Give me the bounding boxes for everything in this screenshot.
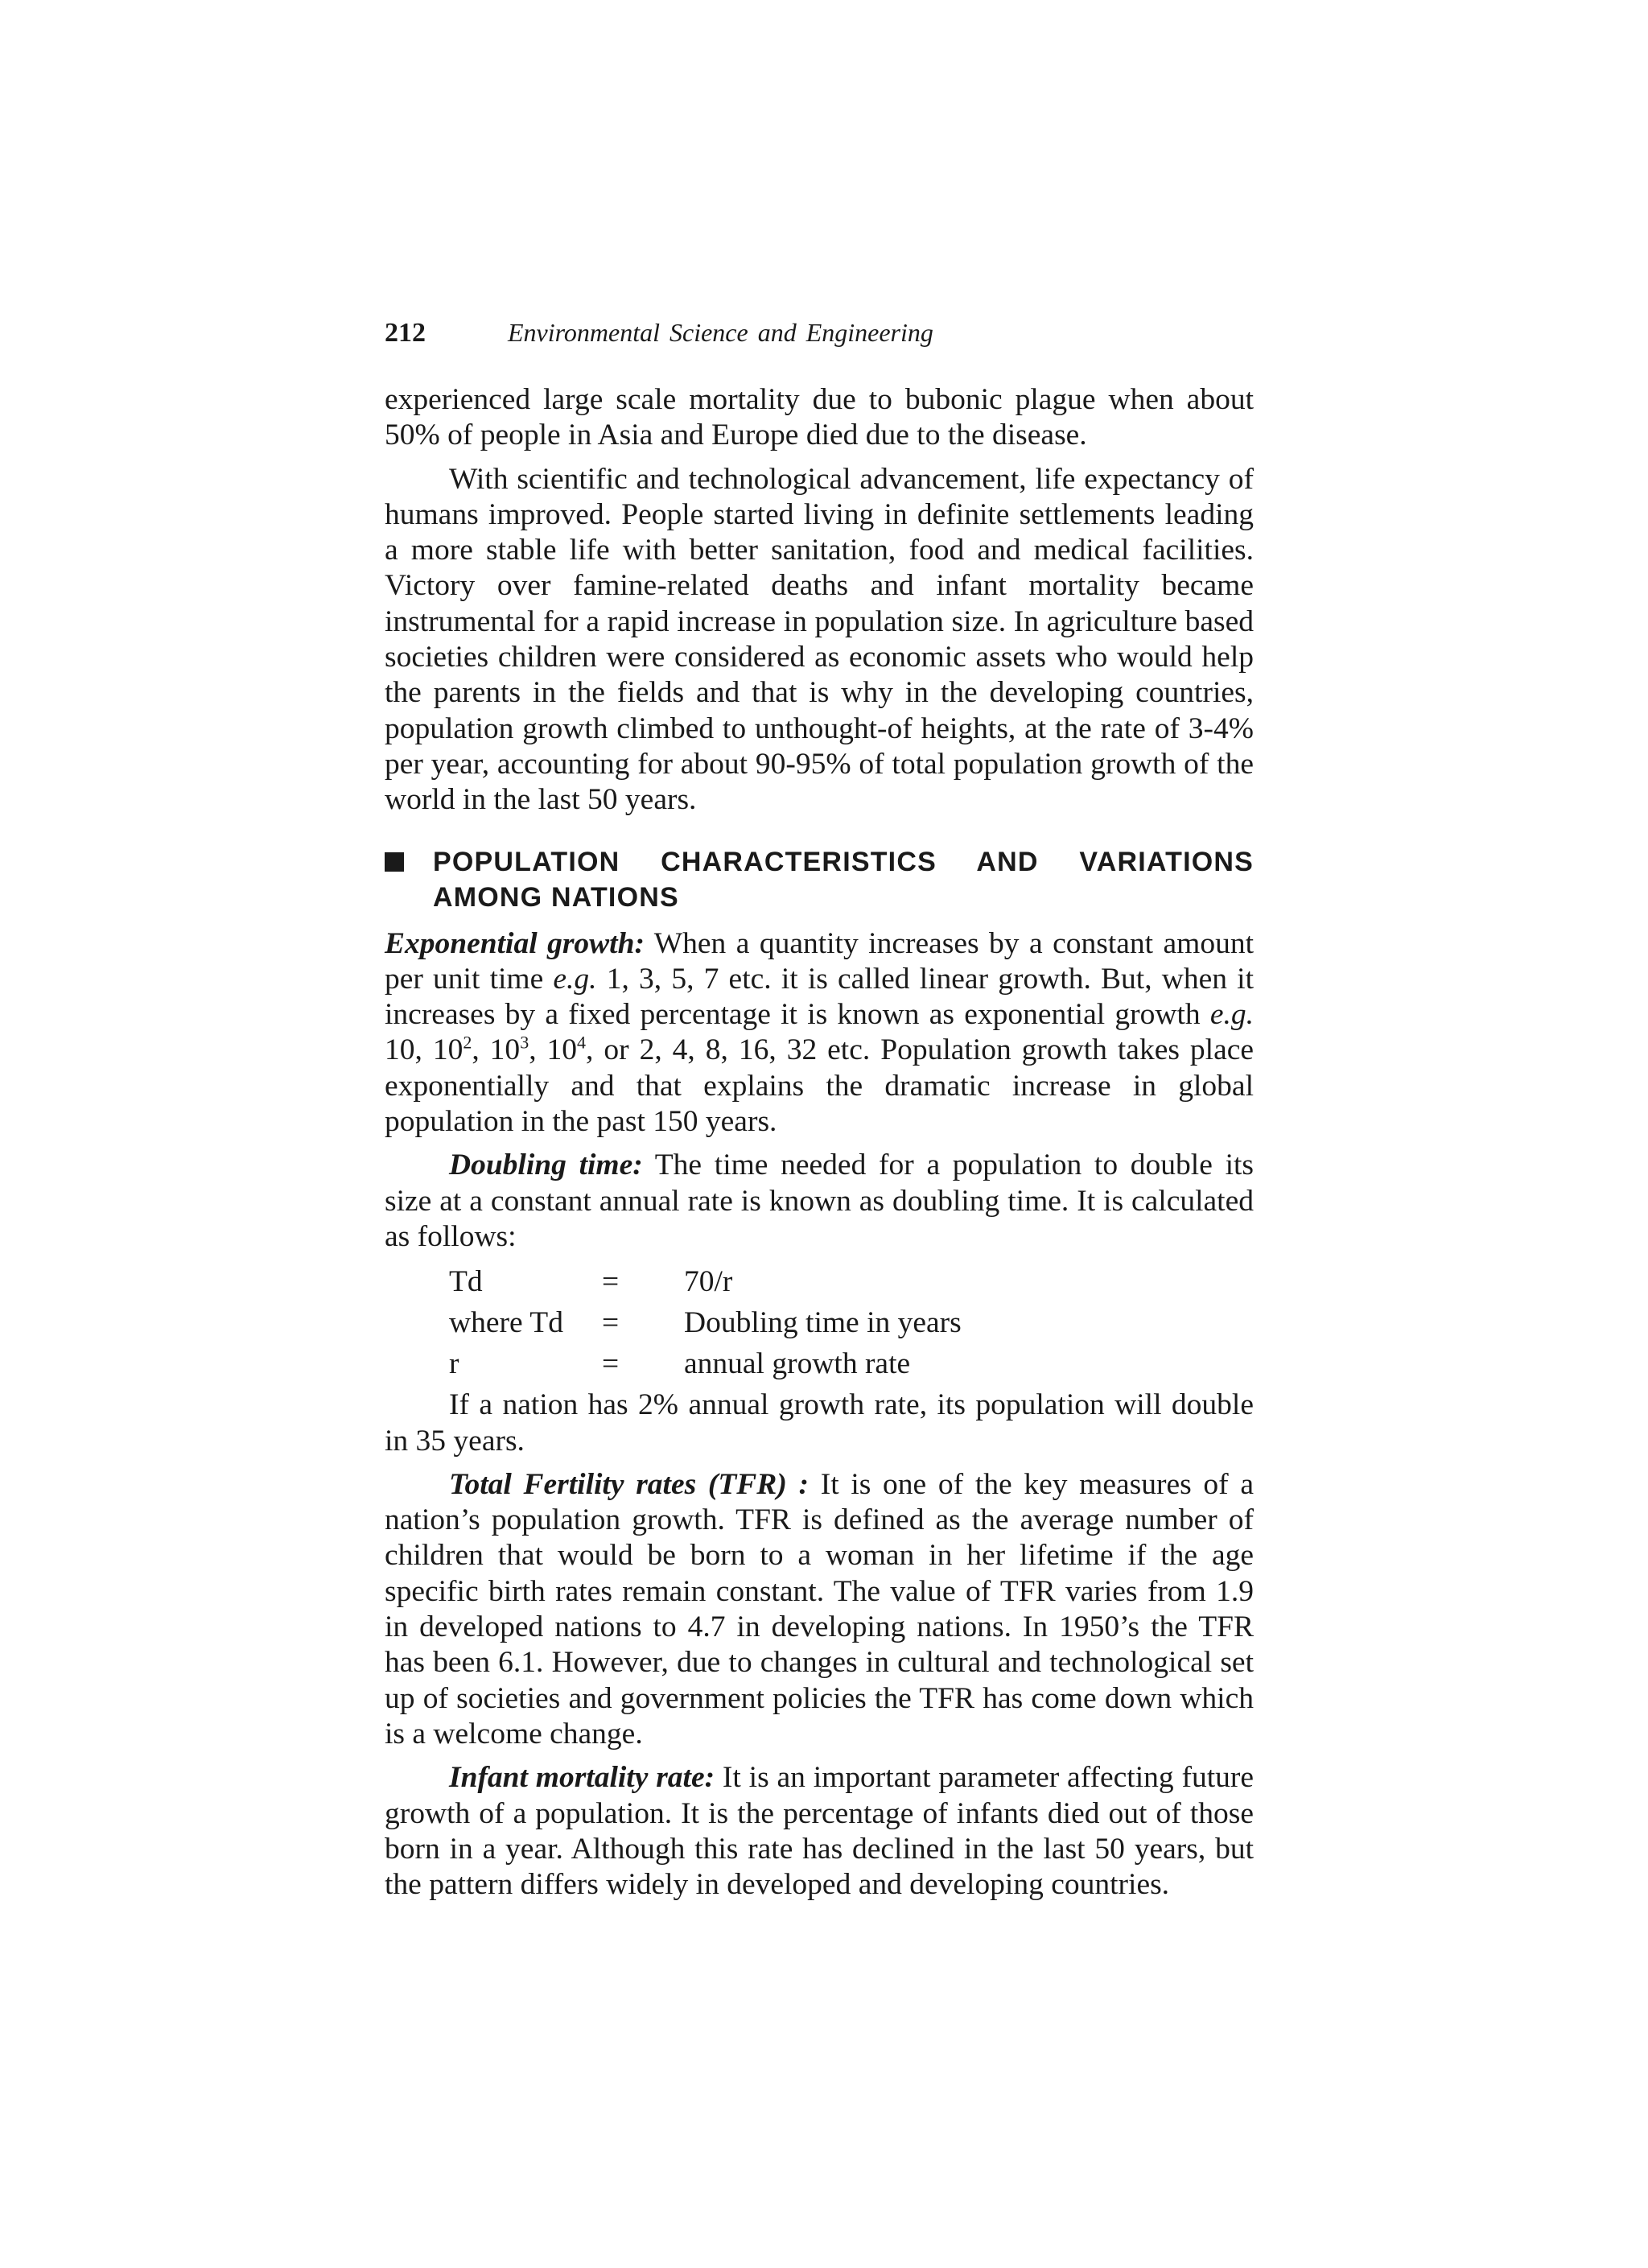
term-doubling-time: Doubling time: xyxy=(449,1148,643,1182)
doubling-time-formula xyxy=(385,1261,1254,1384)
book-page xyxy=(385,318,1254,1903)
paragraph-doubling-example: If a nation has 2% annual growth rate, its population will double in 35 years. xyxy=(385,1388,1254,1458)
section-heading xyxy=(385,844,1254,915)
paragraph-advancement: With scientific and technological advancement, life expectancy of humans improved. People started living in definite settlements leading a more stable life with better sanitation, food and medical facilities. Victory over famine-related deaths and infant mortality became instrumental for a rapid increase in population size. In agriculture based societies children were considered as economic assets who would help the parents in the fields and that is why in the developing countries, population growth climbed to unthought-of heights, at the rate of 3-4% per year, accounting for about 90-95% of total population growth of the world in the last 50 years. xyxy=(385,462,1254,817)
paragraph-tfr: Total Fertility rates (TFR) : It is one of the key measures of a nation’s population growth. TFR is defined as the average number of children that would be born to a woman in her lifetime if the age specific birth rates remain constant. The value of TFR varies from 1.9 in developed nations to 4.7 in developing nations. In 1950’s the TFR has been 6.1. However, due to changes in cultural and technological set up of societies and government policies the TFR has come down which is a welcome change. xyxy=(385,1467,1254,1750)
paragraph-infant-mortality: Infant mortality rate: It is an important parameter affecting future growth of a population. It is the percentage of infants died out of those born in a year. Although this rate has declined in the last 50 years, but the pattern differs widely in developed and developing countries. xyxy=(385,1761,1254,1902)
formula-row: where Td = Doubling time in years xyxy=(449,1306,962,1340)
term-infant-mortality: Infant mortality rate: xyxy=(449,1761,715,1795)
term-tfr: Total Fertility rates (TFR) : xyxy=(449,1467,809,1501)
paragraph-doubling-time: Doubling time: The time needed for a population to double its size at a constant annual rate is known as doubling time. It is calculated as follows: xyxy=(385,1148,1254,1253)
term-exponential-growth: Exponential growth: xyxy=(385,926,645,960)
page-number: 212 xyxy=(385,318,426,348)
square-bullet-icon xyxy=(385,852,404,872)
section-heading-text: POPULATION CHARACTERISTICS AND VARIATIONS AMONG NATIONS xyxy=(433,846,1254,913)
formula-row: Td = 70/r xyxy=(449,1265,733,1299)
book-title: Environmental Science and Engineering xyxy=(508,318,933,347)
running-head xyxy=(385,318,1254,357)
paragraph-exponential-growth: Exponential growth: When a quantity increases by a constant amount per unit time e.g. 1, 3, 5, 7 etc. it is called linear growth. But, when it increases by a fixed percentage it is known as exponential growth e.g. 10, $10^2$, $10^3$, $10^4$, or 2, 4, 8, 16, 32 etc. Population growth takes place exponentially and that explains the dramatic increase in global population in the past 150 years. xyxy=(385,926,1255,1139)
formula-row: r = annual growth rate xyxy=(449,1347,911,1381)
paragraph-plague: experienced large scale mortality due to bubonic plague when about 50% of people in Asia and Europe died due to the disease. xyxy=(385,383,1254,452)
